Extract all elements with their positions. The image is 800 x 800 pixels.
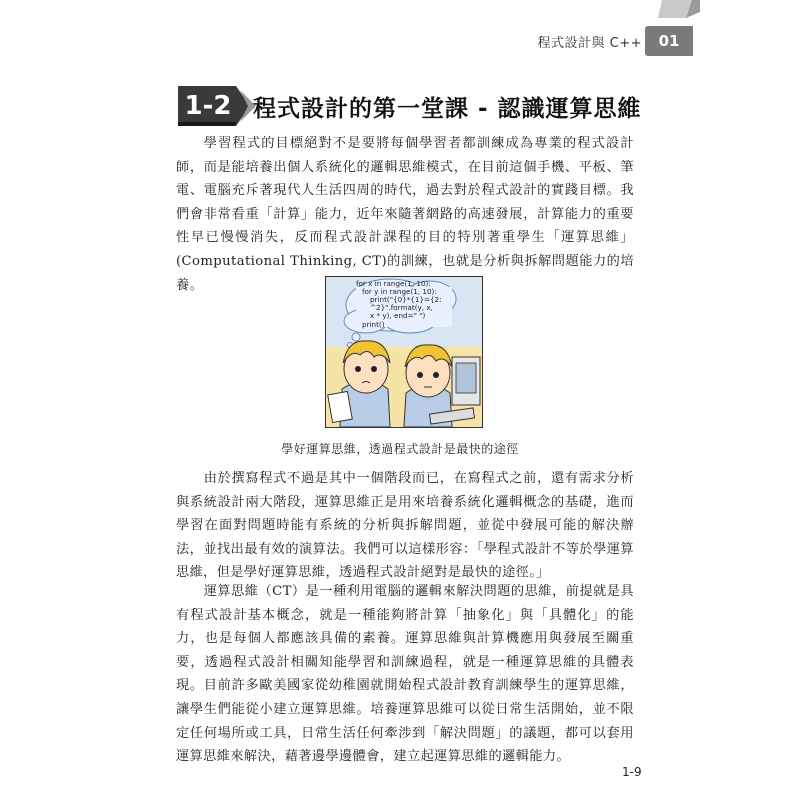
body-paragraph-1: 學習程式的目標絕對不是要將每個學習者都訓練成為專業的程式設計師，而是能培養出個人系統化的邏輯思維模式，在目前這個手機、平板、筆電、電腦充斥著現代人生活四周的時代，過去對於程式設計的實踐目標。我們會非常看重「計算」能力，近年來隨著網路的高速發展，計算能力的重要性早已慢慢消失，反而程式設計課程的目的特別著重學生「運算思維」(Computational Thinking, CT)的訓練，也就是分析與拆解問題能力的培養。: [176, 136, 634, 293]
chapter-number-tab: 01: [645, 26, 693, 56]
section-title: 程式設計的第一堂課 - 認識運算思維: [253, 96, 642, 122]
illustration-kids-coding: [325, 276, 483, 428]
running-header-title: 程式設計與 C++: [537, 36, 642, 51]
code-line: print(): [362, 320, 385, 329]
code-line: ^2}".format(y, x,: [370, 303, 433, 312]
body-paragraph-2: 由於撰寫程式不過是其中一個階段而已，在寫程式之前，還有需求分析與系統設計兩大階段，運算思維正是用來培養系統化邏輯概念的基礎，進而學習在面對問題時能有系統的分析與拆解問題，並從中發展可能的解決辦法，並找出最有效的演算法。我們可以這樣形容：「學程式設計不等於學運算思維，但是學好運算思維，透過程式設計絕對是最快的途徑。」: [176, 471, 634, 581]
figure-caption: 學好運算思維，透過程式設計是最快的途徑: [281, 442, 519, 456]
page-number: 1-9: [622, 765, 642, 779]
code-line: for x in range(1, 10):: [356, 279, 431, 288]
body-paragraph-3: 運算思維（CT）是一種利用電腦的邏輯來解決問題的思維，前提就是具有程式設計基本概念，就是一種能夠將計算「抽象化」與「具體化」的能力，也是每個人都應該具備的素養。運算思維與計算機應用與發展至關重要，透過程式設計相關知能學習和訓練過程，就是一種運算思維的具體表現。目前許多歐美國家從幼稚園就開始程式設計教育訓練學生的運算思維，讓學生們能從小建立運算思維。培養運算思維可以從日常生活開始，並不限定任何場所或工具，日常生活任何牽涉到「解決問題」的議題，都可以套用運算思維來解決，藉著邊學邊體會，建立起運算思維的邏輯能力。: [176, 584, 634, 765]
code-line: print("{0}*{1}={2:: [370, 295, 442, 304]
code-line: for y in range(1, 10):: [362, 287, 437, 296]
section-number: 1-2: [184, 91, 232, 121]
code-line: x * y), end=" "): [370, 311, 426, 320]
